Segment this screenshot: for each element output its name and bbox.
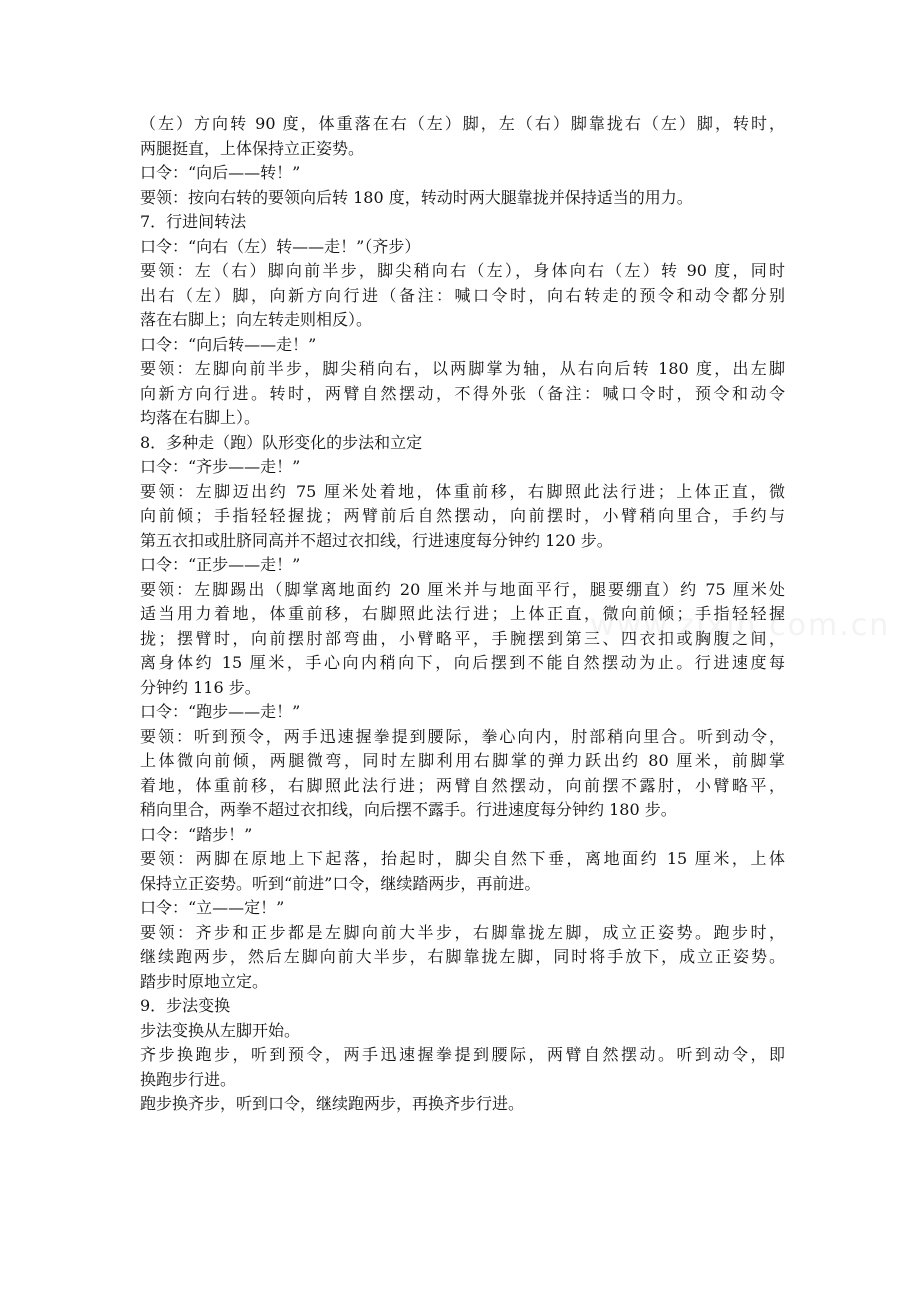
text-line: 齐步换跑步，听到预令，两手迅速握拳提到腰际，两臂自然摆动。听到动令，即: [140, 1045, 785, 1064]
text-line: 要领：左（右）脚向前半步，脚尖稍向右（左），身体向右（左）转 90 度，同时: [140, 261, 785, 280]
watermark: www.zixin.com.cn: [590, 608, 891, 643]
text-line: 换跑步行进。: [140, 1069, 237, 1089]
text-line: 口令：“向后——转！”: [140, 163, 301, 182]
text-line: 跑步换齐步，听到口令，继续跑两步，再换齐步行进。: [140, 1094, 525, 1113]
text-line: 第五衣扣或肚脐同高并不超过衣扣线，行进速度每分钟约 120 步。: [140, 530, 613, 550]
text-line: 稍向里合，两拳不超过衣扣线，向后摆不露手。行进速度每分钟约 180 步。: [140, 800, 677, 819]
text-line: 要领：左脚向前半步，脚尖稍向右，以两脚掌为轴，从右向后转 180 度，出左脚: [140, 359, 785, 378]
text-line: 口令：“跑步——走！”: [140, 702, 301, 721]
text-line: 要领：两脚在原地上下起落，抬起时，脚尖自然下垂，离地面约 15 厘米，上体: [140, 849, 785, 868]
text-line: 适当用力着地，体重前移，右脚照此法行进；上体正直，微向前倾；手指轻轻握: [140, 604, 785, 623]
text-line: 口令：“踏步！”: [140, 824, 253, 844]
text-line: 向新方向行进。转时，两臂自然摆动，不得外张（备注：喊口令时，预令和动令: [140, 383, 785, 403]
section-heading: 9．步法变换: [140, 996, 231, 1015]
text-line: 口令：“向右（左）转——走！”（齐步）: [140, 236, 421, 256]
text-line: 要领：按向右转的要领向后转 180 度，转动时两大腿靠拢并保持适当的用力。: [140, 187, 693, 207]
section-heading: 7．行进间转法: [140, 212, 247, 231]
text-line: 着地，体重前移，右脚照此法行进；两臂自然摆动，向前摆不露肘，小臂略平，: [140, 775, 785, 795]
text-line: 口令：“齐步——走！”: [140, 457, 301, 476]
text-line: 拢；摆臂时，向前摆肘部弯曲，小臂略平，手腕摆到第三、四衣扣或胸腹之间，: [140, 628, 785, 648]
text-line: （左）方向转 90 度，体重落在右（左）脚，左（右）脚靠拢右（左）脚，转时，: [140, 114, 785, 133]
text-line: 上体微向前倾，两腿微弯，同时左脚利用右脚掌的弹力跃出约 80 厘米，前脚掌: [140, 751, 785, 770]
text-line: 落在右脚上；向左转走则相反）。: [140, 310, 373, 329]
text-line: 口令：“立——定！”: [140, 898, 285, 917]
text-line: 要领：左脚踢出（脚掌离地面约 20 厘米并与地面平行，腿要绷直）约 75 厘米处: [140, 579, 785, 599]
document-body: [140, 112, 785, 1117]
text-line: 出右（左）脚，向新方向行进（备注：喊口令时，向右转走的预令和动令都分别: [140, 285, 785, 305]
text-line: 踏步时原地立定。: [140, 971, 269, 991]
text-line: 离身体约 15 厘米，手心向内稍向下，向后摆到不能自然摆动为止。行进速度每: [140, 653, 785, 672]
text-line: 继续跑两步，然后左脚向前大半步，右脚靠拢左脚，同时将手放下，成立正姿势。: [140, 947, 785, 966]
text-line: 均落在右脚上）。: [140, 408, 261, 427]
text-line: 分钟约 116 步。: [140, 677, 261, 697]
text-line: 口令：“向后转——走！”: [140, 334, 317, 354]
text-line: 口令：“正步——走！”: [140, 555, 301, 574]
text-line: 保持立正姿势。听到“前进”口令，继续踏两步，再前进。: [140, 873, 541, 893]
text-line: 要领：左脚迈出约 75 厘米处着地，体重前移，右脚照此法行进；上体正直，微: [140, 481, 785, 501]
text-line: 步法变换从左脚开始。: [140, 1020, 301, 1040]
text-line: 向前倾；手指轻轻握拢；两臂前后自然摆动，向前摆时，小臂稍向里合，手约与: [140, 506, 785, 525]
text-line: 两腿挺直，上体保持立正姿势。: [140, 138, 365, 158]
text-line: 要领：听到预令，两手迅速握拳提到腰际，拳心向内，肘部稍向里合。听到动令，: [140, 726, 785, 746]
text-line: 要领：齐步和正步都是左脚向前大半步，右脚靠拢左脚，成立正姿势。跑步时，: [140, 922, 785, 942]
section-heading: 8．多种走（跑）队形变化的步法和立定: [140, 432, 423, 452]
